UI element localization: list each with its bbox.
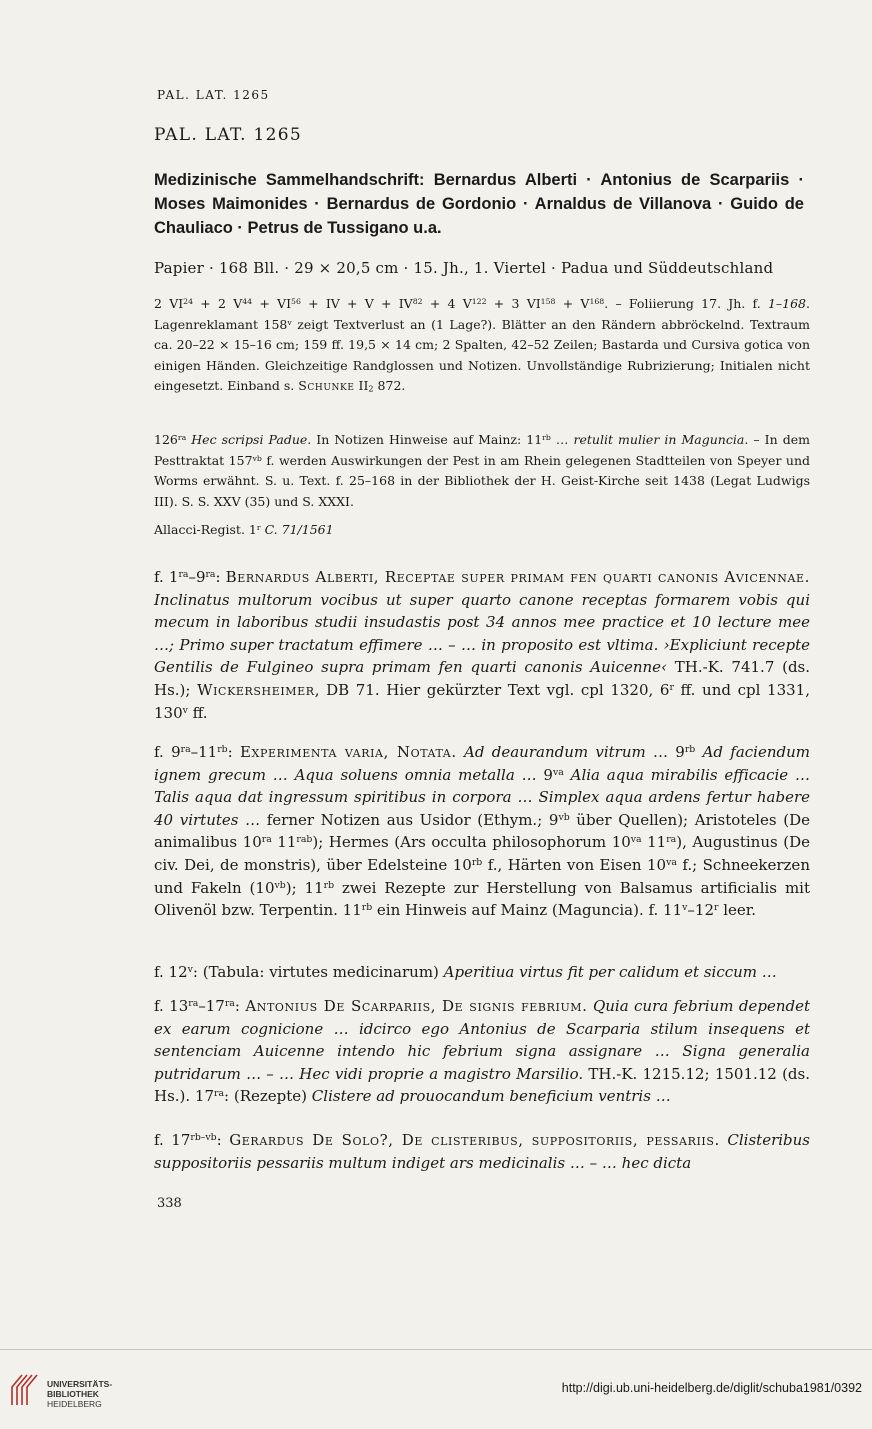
content-entry: f. $17^{rb-vb}$: Gerardus De Solo?, De clisteribus, suppositoriis, pessariis. Clisteribus suppositoriis pessariis multum indiget ars medicinalis … – … hec dicta <box>154 1131 811 1172</box>
content-entry: f. 12$^v$: (Tabula: virtutes medicinarum) Aperitiua virtus fit per calidum et siccum … <box>154 963 777 981</box>
provenance-paragraph: $126^{ra}$ Hec scripsi Padue. In Notizen Hinweise auf Mainz: $11^{rb}$ … retulit mulier in Maguncia. – In dem Pesttraktat $157^{vb}$ f. werden Auswirkungen der Pest in am Rhein gelegenen Stadtteilen von Speyer und Worms erwähnt. S. u. Text. f. 25–168 in der Bibliothek der H. Geist-Kirche seit 1438 (Legat Ludwigs III). S. S. XXV (35) und S. XXXI. <box>154 432 811 509</box>
source-url[interactable]: http://digi.ub.uni-heidelberg.de/diglit/schuba1981/0392 <box>561 1381 862 1395</box>
content-entry: f. $13^{ra}-17^{ra}$: Antonius De Scarpariis, De signis febrium. Quia cura febrium dependet ex earum cognicione … idcirco ego Antonius de Scarparia stilum insequens et sentenciam Auicenne intendo hic febrium signa assignare … Signa generalia putridarum … – … Hec vidi proprie a magistro Marsilio. TH.-K. 1215.12; 1501.12 (ds. Hs.). $17^{ra}$: (Rezepte) Clistere ad prouocandum beneficium ventris … <box>154 997 810 1106</box>
allacci-register: Allacci-Regist. 1$^r$ C. 71/1561 <box>154 522 334 537</box>
codicology-paragraph: 2 $VI^{24} + 2$ $V^{44} + VI^{56}$ + IV + $V + IV^{82} + 4$ $V^{122} + 3$ $VI^{158} + V^{168}$. – Foliierung 17. Jh. f. 1–168. Lagenreklamant 158$^v$ zeigt Textverlust an (1 Lage?). Blätter an den Rändern abbröckelnd. Textraum ca. 20–22 × 15–16 cm; 159 ff. 19,5 × 14 cm; 2 Spalten, 42–52 Zeilen; Bastarda und Cursiva gotica von einigen Händen. Gleichzeitige Randglossen und Notizen. Unvollständige Rubrizierung; Initialen nicht eingesetzt. Einband s. Schunke $II_2$ 872. <box>154 296 811 394</box>
manuscript-title: Medizinische Sammelhandschrift: Bernardus Alberti · Antonius de Scarpariis · Moses Maimonides · Bernardus de Gordonio · Arnaldus de Villanova · Guido de Chauliaco · Petrus de Tussigano u.a. <box>154 171 804 237</box>
content-entry: f. $9^{ra}-11^{rb}$: Experimenta varia, Notata. Ad deaurandum vitrum … $9^{rb}$ Ad faciendum ignem grecum … Aqua soluens omnia metalla … $9^{va}$ Alia aqua mirabilis efficacie … Talis aqua dat ingressum spiritibus in corpora … Simplex aqua ardens fertur habere 40 virtutes … ferner Notizen aus Usidor (Ethym.; $9^{vb}$ über Quellen); Aristoteles (De animalibus $10^{ra}$ $11^{rab}$); Hermes (Ars occulta philosophorum $10^{va}$ $11^{ra}$), Augustinus (De civ. Dei, de monstris), über Edelsteine $10^{rb}$ f., Härten von Eisen $10^{va}$ f.; Schneekerzen und Fakeln $(10^{vb})$; $11^{rb}$ zwei Rezepte zur Herstellung von Balsamus artificialis mit Olivenöl bzw. Terpentin. $11^{rb}$ ein Hinweis auf Mainz (Maguncia). f. 11$^v$–12$^r$ leer. <box>154 743 811 920</box>
shelfmark-heading: PAL. LAT. 1265 <box>154 125 302 145</box>
footer-divider <box>0 1349 872 1350</box>
physical-description-line: Papier · 168 Bll. · 29 × 20,5 cm · 15. Jh., 1. Viertel · Padua und Süddeutschland <box>154 259 774 277</box>
library-logo-icon <box>8 1373 38 1407</box>
page-number: 338 <box>157 1196 182 1211</box>
library-name: UNIVERSITÄTS- BIBLIOTHEK HEIDELBERG <box>47 1379 113 1409</box>
content-entry: f. $1^{ra}-9^{ra}$: Bernardus Alberti, Receptae super primam fen quarti canonis Avicennae. Inclinatus multorum vocibus ut super quarto canone receptas formarem vobis qui mecum in laboribus studii insudastis post 34 annos mee practice et 10 lecture mee …; Primo super tractatum effimere … – … in proposito est vltima. ›Expliciunt recepte Gentilis de Fulgineo supra primam fen quarti canonis Auicenne‹ TH.-K. 741.7 (ds. Hs.); Wickersheimer, DB 71. Hier gekürzter Text vgl. cpl 1320, 6$^r$ ff. und cpl 1331, 130$^v$ ff. <box>154 568 811 722</box>
running-head: PAL. LAT. 1265 <box>157 88 270 102</box>
